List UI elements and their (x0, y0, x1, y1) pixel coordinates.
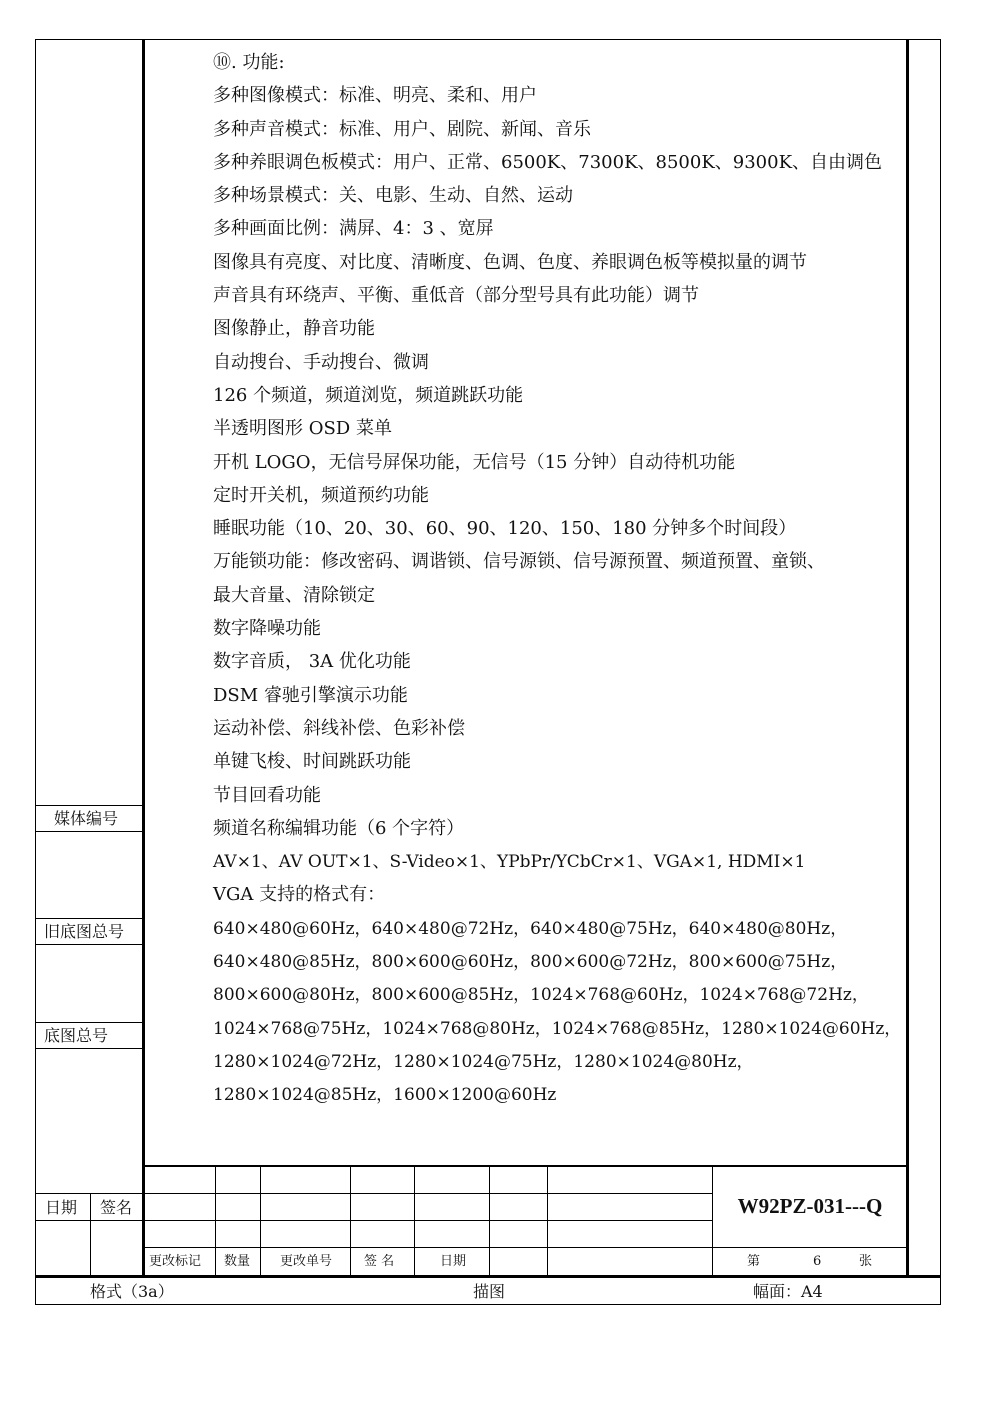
content-line: AV×1、AV OUT×1、S-Video×1、YPbPr/YCbCr×1、VGA×1, HDMI×1 (213, 852, 806, 873)
sidebar-date-label: 日期 (45, 1198, 78, 1217)
inner-right-thick (906, 39, 909, 1277)
old-base-number-label: 旧底图总号 (44, 922, 125, 941)
content-line: 多种场景模式：关、电影、生动、自然、运动 (213, 185, 573, 207)
media-number-label: 媒体编号 (54, 809, 119, 828)
content-line: 节目回看功能 (213, 784, 321, 806)
content-line: 多种图像模式：标准、明亮、柔和、用户 (213, 85, 537, 107)
sidebar-line (35, 944, 143, 945)
sheet-suffix: 张 (859, 1254, 873, 1269)
title-block-col (215, 1165, 216, 1277)
bottom-thick (35, 1275, 941, 1278)
content-line: VGA 支持的格式有： (213, 884, 386, 906)
tracing-label: 描图 (473, 1282, 506, 1301)
content-line: 声音具有环绕声、平衡、重低音（部分型号具有此功能）调节 (213, 285, 699, 307)
frame-top (35, 39, 941, 40)
content-line: DSM 睿驰引擎演示功能 (213, 684, 408, 706)
title-block-col (489, 1165, 490, 1277)
content-line: 定时开关机，频道预约功能 (213, 484, 429, 506)
sheet-prefix: 第 (747, 1254, 761, 1269)
sidebar-line (35, 831, 143, 832)
content-line: 频道名称编辑功能（6 个字符） (213, 817, 465, 839)
date-label: 日期 (440, 1254, 467, 1269)
content-line: 图像具有亮度、对比度、清晰度、色调、色度、养眼调色板等模拟量的调节 (213, 251, 807, 273)
content-line: 最大音量、清除锁定 (213, 584, 375, 606)
frame-right (940, 39, 941, 1305)
title-block-col (350, 1165, 351, 1277)
content-line: 图像静止，静音功能 (213, 318, 375, 340)
content-line: 万能锁功能：修改密码、调谐锁、信号源锁、信号源预置、频道预置、童锁、 (213, 551, 825, 573)
content-line: 运动补偿、斜线补偿、色彩补偿 (213, 717, 465, 739)
title-block-top (143, 1165, 908, 1167)
content-line: 多种画面比例：满屏、4：3 、宽屏 (213, 218, 494, 240)
title-block-line (143, 1193, 713, 1194)
content-line: 1280×1024@85Hz，1600×1200@60Hz (213, 1085, 557, 1106)
title-block-line (143, 1247, 908, 1248)
sidebar-line (35, 1022, 143, 1023)
content-line: 640×480@85Hz，800×600@60Hz，800×600@72Hz，800×600@75Hz， (213, 952, 848, 973)
change-mark-label: 更改标记 (149, 1254, 202, 1269)
content-line: 多种声音模式：标准、用户、剧院、新闻、音乐 (213, 118, 591, 140)
content-line: ⑩. 功能: (213, 52, 285, 73)
sidebar-line (35, 918, 143, 919)
content-line: 单键飞梭、时间跳跃功能 (213, 751, 411, 773)
content-line: 数字降噪功能 (213, 618, 321, 640)
content-line: 640×480@60Hz，640×480@72Hz，640×480@75Hz，640×480@80Hz， (213, 918, 848, 939)
document-number: W92PZ-031---Q (737, 1194, 883, 1218)
content-line: 多种养眼调色板模式：用户、正常、6500K、7300K、8500K、9300K、自由调色 (213, 151, 883, 173)
content-line: 睡眠功能（10、20、30、60、90、120、150、180 分钟多个时间段） (213, 518, 797, 540)
frame-bottom (35, 1304, 941, 1305)
inner-left-thick (142, 39, 145, 1277)
sidebar-divider (90, 1193, 91, 1277)
content-line: 1280×1024@72Hz，1280×1024@75Hz，1280×1024@80Hz， (213, 1051, 754, 1072)
content-line: 半透明图形 OSD 菜单 (213, 418, 392, 440)
sidebar-line (35, 1220, 143, 1221)
frame-left (35, 39, 36, 1305)
format-label: 格式（3a） (90, 1282, 174, 1301)
content-line: 800×600@80Hz，800×600@85Hz，1024×768@60Hz，1024×768@72Hz， (213, 985, 869, 1006)
sidebar-line (35, 1048, 143, 1049)
sign-label: 签 名 (364, 1254, 395, 1269)
sidebar-line (35, 805, 143, 806)
content-line: 开机 LOGO，无信号屏保功能，无信号（15 分钟）自动待机功能 (213, 451, 736, 473)
base-number-label: 底图总号 (44, 1026, 109, 1045)
content-line: 1024×768@75Hz，1024×768@80Hz，1024×768@85Hz，1280×1024@60Hz， (213, 1018, 902, 1039)
quantity-label: 数量 (224, 1254, 251, 1269)
change-doc-number-label: 更改单号 (280, 1254, 333, 1269)
title-block-col (547, 1165, 548, 1277)
title-block-col (260, 1165, 261, 1277)
paper-size-label: 幅面：A4 (753, 1282, 823, 1301)
content-line: 126 个频道，频道浏览，频道跳跃功能 (213, 384, 524, 406)
function-list (213, 48, 903, 1114)
content-line: 自动搜台、手动搜台、微调 (213, 351, 429, 373)
content-line: 数字音质， 3A 优化功能 (213, 651, 411, 673)
title-block-col (414, 1165, 415, 1277)
sheet-number: 6 (813, 1254, 822, 1269)
title-block-line (143, 1220, 713, 1221)
sidebar-line (35, 1193, 143, 1194)
sidebar-sign-label: 签名 (100, 1198, 133, 1217)
